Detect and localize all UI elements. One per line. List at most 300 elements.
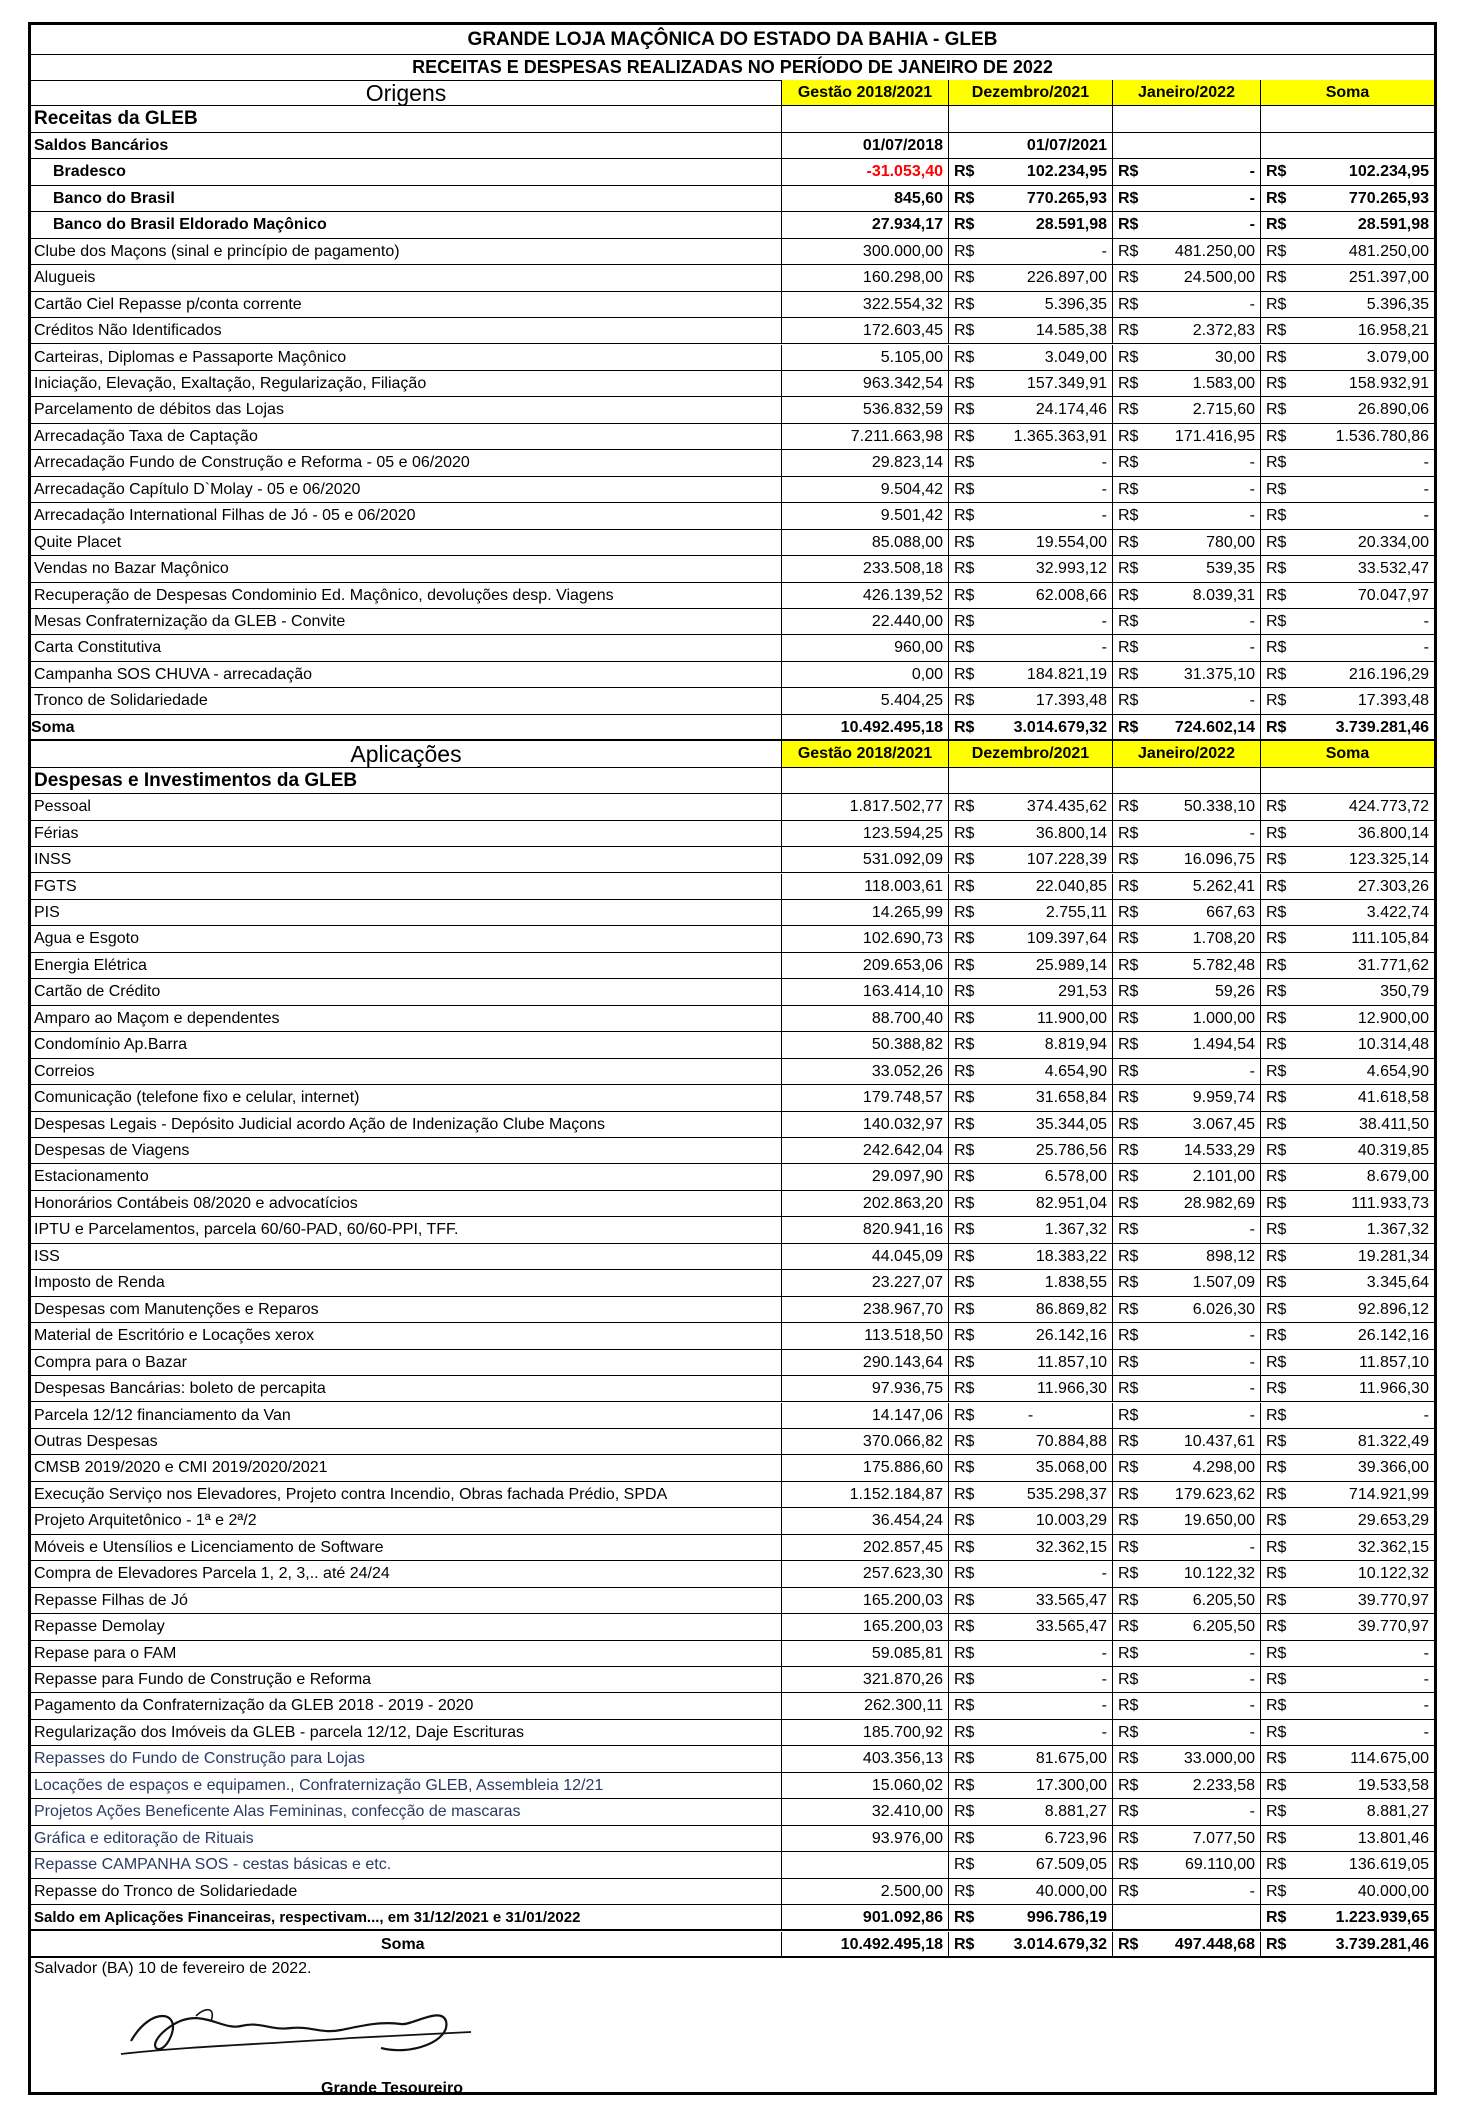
janeiro-cell-value: - bbox=[1249, 613, 1255, 630]
currency-symbol: R$ bbox=[1266, 1723, 1287, 1741]
currency-symbol: R$ bbox=[954, 1380, 975, 1398]
currency-symbol: R$ bbox=[1266, 1776, 1287, 1794]
dezembro-cell-value: 6.578,00 bbox=[1044, 1168, 1107, 1186]
soma-cell bbox=[1261, 1720, 1434, 1745]
soma-cell-value: 81.322,49 bbox=[1357, 1432, 1429, 1450]
row-label: PIS bbox=[31, 900, 782, 925]
janeiro-cell-value: 5.262,41 bbox=[1192, 877, 1255, 895]
janeiro-cell bbox=[1113, 1244, 1261, 1269]
soma-cell-value: 10.122,32 bbox=[1357, 1565, 1429, 1583]
currency-symbol: R$ bbox=[1266, 665, 1287, 683]
currency-symbol: R$ bbox=[1266, 533, 1287, 551]
currency-symbol: R$ bbox=[954, 1089, 975, 1107]
table-row bbox=[31, 1455, 1434, 1481]
dezembro-cell-value: - bbox=[1101, 1565, 1107, 1583]
soma-cell-value: 28.591,98 bbox=[1357, 216, 1429, 234]
soma-cell-value: 8.679,00 bbox=[1366, 1168, 1429, 1186]
table-row bbox=[31, 583, 1434, 609]
currency-symbol: R$ bbox=[954, 189, 975, 207]
soma-cell bbox=[1261, 1403, 1434, 1428]
janeiro-cell-value: 1.583,00 bbox=[1192, 374, 1255, 392]
currency-symbol: R$ bbox=[1118, 1380, 1139, 1398]
soma-cell-value: 4.654,90 bbox=[1366, 1062, 1429, 1080]
soma-cell-value: 17.393,48 bbox=[1357, 692, 1429, 710]
soma-cell-value: 1.367,32 bbox=[1366, 1221, 1429, 1239]
gestao-cell: 233.508,18 bbox=[782, 556, 949, 581]
soma-cell-value: 27.303,26 bbox=[1357, 877, 1429, 895]
dezembro-cell-value: 2.755,11 bbox=[1045, 903, 1107, 921]
dezembro-cell bbox=[949, 953, 1113, 978]
dezembro-cell-value: 19.554,00 bbox=[1035, 533, 1107, 551]
receitas-heading: Receitas da GLEB bbox=[31, 106, 782, 131]
currency-symbol: R$ bbox=[1118, 1168, 1139, 1186]
dezembro-cell-value: 86.869,82 bbox=[1035, 1300, 1107, 1318]
table-row bbox=[31, 1429, 1434, 1455]
currency-symbol: R$ bbox=[1266, 1618, 1287, 1636]
table-row bbox=[31, 477, 1434, 503]
column-header-soma: Soma bbox=[1261, 80, 1434, 105]
dezembro-cell-value: - bbox=[1101, 1671, 1107, 1688]
soma-cell-value: 3.422,74 bbox=[1366, 903, 1429, 921]
soma-cell bbox=[1261, 1006, 1434, 1031]
janeiro-cell bbox=[1113, 979, 1261, 1004]
currency-symbol: R$ bbox=[1118, 1538, 1139, 1556]
janeiro-cell bbox=[1113, 1614, 1261, 1639]
currency-symbol: R$ bbox=[1118, 930, 1139, 948]
table-row bbox=[31, 1535, 1434, 1561]
currency-symbol: R$ bbox=[1266, 322, 1287, 340]
currency-symbol: R$ bbox=[1266, 1406, 1287, 1424]
dezembro-cell-value: 18.383,22 bbox=[1035, 1247, 1107, 1265]
currency-symbol: R$ bbox=[1118, 1406, 1139, 1424]
signature-role: Grande Tesoureiro bbox=[321, 2079, 463, 2097]
soma-cell bbox=[1261, 1217, 1434, 1242]
row-label: Estacionamento bbox=[31, 1164, 782, 1189]
soma-cell-value: 481.250,00 bbox=[1348, 242, 1429, 260]
janeiro-cell bbox=[1113, 1217, 1261, 1242]
gestao-cell: 27.934,17 bbox=[782, 212, 949, 237]
dezembro-cell-value: 3.014.679,32 bbox=[1013, 718, 1107, 736]
gestao-cell: 14.265,99 bbox=[782, 900, 949, 925]
dezembro-cell-value: - bbox=[1027, 1406, 1034, 1424]
row-label: Condomínio Ap.Barra bbox=[31, 1032, 782, 1057]
soma-cell-value: 10.314,48 bbox=[1357, 1036, 1429, 1054]
currency-symbol: R$ bbox=[954, 956, 975, 974]
gestao-cell: 9.501,42 bbox=[782, 503, 949, 528]
currency-symbol: R$ bbox=[1118, 1565, 1139, 1583]
currency-symbol: R$ bbox=[954, 1432, 975, 1450]
dezembro-cell-value: 11.900,00 bbox=[1037, 1009, 1107, 1027]
janeiro-cell bbox=[1113, 953, 1261, 978]
row-label: Quite Placet bbox=[31, 530, 782, 555]
dezembro-cell bbox=[949, 1535, 1113, 1560]
table-row bbox=[31, 821, 1434, 847]
table-row bbox=[31, 741, 1434, 767]
currency-symbol: R$ bbox=[1118, 1723, 1139, 1741]
currency-symbol: R$ bbox=[954, 1194, 975, 1212]
row-label: Correios bbox=[31, 1059, 782, 1084]
currency-symbol: R$ bbox=[1266, 269, 1287, 287]
soma-cell-value: 19.281,34 bbox=[1357, 1247, 1429, 1265]
gestao-cell: 1.817.502,77 bbox=[782, 794, 949, 819]
soma-cell-value: - bbox=[1423, 454, 1429, 472]
currency-symbol: R$ bbox=[1266, 189, 1287, 207]
row-label: Repasse Filhas de Jó bbox=[31, 1588, 782, 1613]
soma-cell-value: 3.739.281,46 bbox=[1335, 1935, 1429, 1953]
currency-symbol: R$ bbox=[1266, 851, 1287, 869]
dezembro-cell bbox=[949, 1852, 1113, 1877]
janeiro-cell bbox=[1113, 345, 1261, 370]
gestao-cell: 185.700,92 bbox=[782, 1720, 949, 1745]
table-row bbox=[31, 874, 1434, 900]
gestao-cell: 7.211.663,98 bbox=[782, 424, 949, 449]
soma-cell bbox=[1261, 953, 1434, 978]
janeiro-cell-value: 1.507,09 bbox=[1192, 1274, 1255, 1292]
currency-symbol: R$ bbox=[954, 1512, 975, 1530]
row-label: Banco do Brasil Eldorado Maçônico bbox=[31, 212, 782, 237]
janeiro-cell bbox=[1113, 1879, 1261, 1904]
dezembro-cell-value: - bbox=[1101, 480, 1107, 498]
janeiro-cell bbox=[1113, 212, 1261, 237]
janeiro-cell-value: - bbox=[1249, 1723, 1255, 1741]
currency-symbol: R$ bbox=[1266, 983, 1287, 1001]
soma-cell bbox=[1261, 318, 1434, 343]
gestao-cell: 23.227,07 bbox=[782, 1270, 949, 1295]
row-label: Projetos Ações Beneficente Alas Femininas, confecção de mascaras bbox=[31, 1799, 782, 1824]
currency-symbol: R$ bbox=[954, 1300, 975, 1318]
soma-cell-value: 40.000,00 bbox=[1357, 1882, 1429, 1900]
soma-cell-value: 770.265,93 bbox=[1348, 189, 1429, 207]
currency-symbol: R$ bbox=[954, 216, 975, 234]
dezembro-cell-value: 996.786,19 bbox=[1026, 1909, 1107, 1927]
row-label: Pessoal bbox=[31, 794, 782, 819]
table-row bbox=[31, 397, 1434, 423]
janeiro-cell bbox=[1113, 715, 1261, 739]
dezembro-cell bbox=[949, 186, 1113, 211]
dezembro-cell bbox=[949, 397, 1113, 422]
row-label: Repasse CAMPANHA SOS - cestas básicas e etc. bbox=[31, 1852, 782, 1877]
currency-symbol: R$ bbox=[1118, 1829, 1139, 1847]
currency-symbol: R$ bbox=[1266, 718, 1287, 736]
currency-symbol: R$ bbox=[1266, 480, 1287, 498]
currency-symbol: R$ bbox=[954, 560, 975, 578]
currency-symbol: R$ bbox=[1266, 1485, 1287, 1503]
soma-cell bbox=[1261, 1429, 1434, 1454]
table-row bbox=[31, 1641, 1434, 1667]
currency-symbol: R$ bbox=[954, 1142, 975, 1159]
janeiro-cell bbox=[1113, 1799, 1261, 1824]
currency-symbol: R$ bbox=[1266, 1062, 1287, 1080]
currency-symbol: R$ bbox=[954, 1221, 975, 1239]
gestao-cell: 50.388,82 bbox=[782, 1032, 949, 1057]
table-row bbox=[31, 424, 1434, 450]
soma-cell bbox=[1261, 1085, 1434, 1110]
saldos-j bbox=[1113, 133, 1261, 158]
row-label: Parcela 12/12 financiamento da Van bbox=[31, 1403, 782, 1428]
gestao-cell: 257.623,30 bbox=[782, 1561, 949, 1586]
janeiro-cell-value: - bbox=[1249, 295, 1255, 313]
table-row bbox=[31, 503, 1434, 529]
soma-cell bbox=[1261, 1561, 1434, 1586]
table-row bbox=[31, 953, 1434, 979]
gestao-cell: 102.690,73 bbox=[782, 926, 949, 951]
receitas-heading-j bbox=[1113, 106, 1261, 131]
currency-symbol: R$ bbox=[1266, 1750, 1287, 1768]
currency-symbol: R$ bbox=[1266, 1274, 1287, 1292]
gestao-cell: 9.504,42 bbox=[782, 477, 949, 502]
currency-symbol: R$ bbox=[1118, 216, 1139, 234]
receitas-heading-s bbox=[1261, 106, 1434, 131]
currency-symbol: R$ bbox=[1266, 295, 1287, 313]
row-label: Campanha SOS CHUVA - arrecadação bbox=[31, 662, 782, 687]
soma-cell-value: 102.234,95 bbox=[1348, 163, 1429, 181]
dezembro-cell-value: 35.068,00 bbox=[1035, 1459, 1107, 1477]
dezembro-cell-value: - bbox=[1101, 242, 1107, 260]
dezembro-cell-value: 6.723,96 bbox=[1044, 1829, 1107, 1847]
gestao-cell: 163.414,10 bbox=[782, 979, 949, 1004]
janeiro-cell bbox=[1113, 874, 1261, 899]
gestao-cell: 5.105,00 bbox=[782, 345, 949, 370]
dezembro-cell bbox=[949, 1720, 1113, 1745]
table-row bbox=[31, 1773, 1434, 1799]
currency-symbol: R$ bbox=[1118, 242, 1139, 260]
table-row bbox=[31, 1164, 1434, 1190]
currency-symbol: R$ bbox=[954, 533, 975, 551]
table-row bbox=[31, 318, 1434, 344]
dezembro-cell bbox=[949, 874, 1113, 899]
row-label: Comunicação (telefone fixo e celular, internet) bbox=[31, 1085, 782, 1110]
dezembro-cell-value: 17.393,48 bbox=[1035, 692, 1107, 710]
janeiro-cell-value: - bbox=[1249, 1882, 1255, 1900]
dezembro-cell bbox=[949, 821, 1113, 846]
janeiro-cell bbox=[1113, 662, 1261, 687]
dezembro-cell-value: - bbox=[1101, 1697, 1107, 1715]
janeiro-cell bbox=[1113, 1059, 1261, 1084]
soma-cell-value: 3.345,64 bbox=[1366, 1274, 1429, 1292]
dezembro-cell-value: - bbox=[1101, 507, 1107, 525]
dezembro-cell bbox=[949, 477, 1113, 502]
janeiro-cell-value: - bbox=[1249, 480, 1255, 498]
currency-symbol: R$ bbox=[1266, 903, 1287, 921]
currency-symbol: R$ bbox=[1266, 1300, 1287, 1318]
table-row bbox=[31, 345, 1434, 371]
soma-cell bbox=[1261, 926, 1434, 951]
currency-symbol: R$ bbox=[1266, 560, 1287, 578]
dezembro-cell bbox=[949, 1085, 1113, 1110]
dezembro-cell bbox=[949, 1826, 1113, 1851]
currency-symbol: R$ bbox=[1118, 1485, 1139, 1503]
soma-cell-value: 13.801,46 bbox=[1357, 1829, 1429, 1847]
currency-symbol: R$ bbox=[1118, 1512, 1139, 1530]
table-row bbox=[31, 1746, 1434, 1772]
janeiro-cell bbox=[1113, 318, 1261, 343]
gestao-cell: 36.454,24 bbox=[782, 1508, 949, 1533]
currency-symbol: R$ bbox=[1118, 877, 1139, 895]
janeiro-cell bbox=[1113, 1932, 1261, 1956]
janeiro-cell-value: - bbox=[1249, 1538, 1255, 1556]
currency-symbol: R$ bbox=[1266, 1432, 1287, 1450]
currency-symbol: R$ bbox=[1118, 1194, 1139, 1212]
janeiro-cell-value: 30,00 bbox=[1214, 348, 1255, 366]
table-row bbox=[31, 1614, 1434, 1640]
dezembro-cell bbox=[949, 1376, 1113, 1401]
currency-symbol: R$ bbox=[1266, 1221, 1287, 1239]
janeiro-cell bbox=[1113, 635, 1261, 660]
dezembro-cell bbox=[949, 1270, 1113, 1295]
gestao-cell: 175.886,60 bbox=[782, 1455, 949, 1480]
janeiro-cell-value: 667,63 bbox=[1206, 903, 1255, 921]
janeiro-cell-value: - bbox=[1249, 639, 1255, 657]
currency-symbol: R$ bbox=[1118, 1618, 1139, 1636]
soma-cell-value: 11.857,10 bbox=[1359, 1353, 1429, 1371]
currency-symbol: R$ bbox=[1266, 824, 1287, 842]
soma-cell bbox=[1261, 1191, 1434, 1216]
janeiro-cell bbox=[1113, 847, 1261, 872]
janeiro-cell bbox=[1113, 1164, 1261, 1189]
dezembro-cell bbox=[949, 847, 1113, 872]
soma-cell-value: - bbox=[1423, 1723, 1429, 1741]
row-label: Arrecadação Fundo de Construção e Reforma - 05 e 06/2020 bbox=[31, 450, 782, 475]
saldos-label: Saldos Bancários bbox=[31, 133, 782, 158]
gestao-cell: 118.003,61 bbox=[782, 874, 949, 899]
janeiro-cell-value: - bbox=[1249, 189, 1255, 207]
row-label: Despesas de Viagens bbox=[31, 1138, 782, 1163]
currency-symbol: R$ bbox=[954, 824, 975, 842]
row-label: Parcelamento de débitos das Lojas bbox=[31, 397, 782, 422]
soma-cell bbox=[1261, 1773, 1434, 1798]
currency-symbol: R$ bbox=[954, 507, 975, 525]
currency-symbol: R$ bbox=[1266, 1380, 1287, 1398]
soma-cell bbox=[1261, 1112, 1434, 1137]
gestao-cell: 370.066,82 bbox=[782, 1429, 949, 1454]
row-label: Imposto de Renda bbox=[31, 1270, 782, 1295]
soma-cell bbox=[1261, 1614, 1434, 1639]
janeiro-cell-value: 19.650,00 bbox=[1183, 1512, 1255, 1530]
row-label: Banco do Brasil bbox=[31, 186, 782, 211]
janeiro-cell bbox=[1113, 1297, 1261, 1322]
soma-cell-value: 3.079,00 bbox=[1366, 348, 1429, 366]
janeiro-cell bbox=[1113, 900, 1261, 925]
dezembro-cell-value: 3.014.679,32 bbox=[1013, 1935, 1107, 1953]
dezembro-cell-value: 25.786,56 bbox=[1035, 1142, 1107, 1159]
gestao-cell: 179.748,57 bbox=[782, 1085, 949, 1110]
dezembro-cell-value: 26.142,16 bbox=[1035, 1327, 1107, 1345]
currency-symbol: R$ bbox=[954, 718, 975, 736]
table-row bbox=[31, 1191, 1434, 1217]
gestao-cell: 22.440,00 bbox=[782, 609, 949, 634]
table-row bbox=[31, 1932, 1434, 1958]
dezembro-cell bbox=[949, 1614, 1113, 1639]
currency-symbol: R$ bbox=[1118, 1803, 1139, 1821]
currency-symbol: R$ bbox=[1118, 1591, 1139, 1609]
soma-cell bbox=[1261, 821, 1434, 846]
janeiro-cell bbox=[1113, 371, 1261, 396]
table-row bbox=[31, 1905, 1434, 1931]
dezembro-cell bbox=[949, 1799, 1113, 1824]
currency-symbol: R$ bbox=[954, 374, 975, 392]
table-row bbox=[31, 1693, 1434, 1719]
soma-cell bbox=[1261, 477, 1434, 502]
janeiro-cell bbox=[1113, 1588, 1261, 1613]
janeiro-cell-value: 1.494,54 bbox=[1192, 1036, 1255, 1054]
currency-symbol: R$ bbox=[1266, 1089, 1287, 1107]
currency-symbol: R$ bbox=[1266, 1565, 1287, 1583]
gestao-cell: 845,60 bbox=[782, 186, 949, 211]
currency-symbol: R$ bbox=[1266, 692, 1287, 710]
janeiro-cell-value: 10.437,61 bbox=[1183, 1432, 1255, 1450]
soma-cell-value: 714.921,99 bbox=[1348, 1485, 1429, 1503]
gestao-cell: 10.492.495,18 bbox=[782, 715, 949, 739]
soma-cell bbox=[1261, 1826, 1434, 1851]
table-row bbox=[31, 530, 1434, 556]
dezembro-cell-value: 535.298,37 bbox=[1026, 1485, 1107, 1503]
despesas-heading-d bbox=[949, 768, 1113, 793]
dezembro-cell bbox=[949, 345, 1113, 370]
saldos-date-dezembro bbox=[949, 133, 1113, 158]
row-label: Repasse Demolay bbox=[31, 1614, 782, 1639]
currency-symbol: R$ bbox=[954, 692, 975, 710]
janeiro-cell bbox=[1113, 477, 1261, 502]
gestao-cell: 32.410,00 bbox=[782, 1799, 949, 1824]
currency-symbol: R$ bbox=[1266, 639, 1287, 657]
currency-symbol: R$ bbox=[954, 1327, 975, 1345]
soma-cell bbox=[1261, 1350, 1434, 1375]
currency-symbol: R$ bbox=[1118, 851, 1139, 869]
dezembro-cell bbox=[949, 1244, 1113, 1269]
soma-cell-value: 36.800,14 bbox=[1357, 824, 1429, 842]
gestao-cell: 165.200,03 bbox=[782, 1588, 949, 1613]
janeiro-cell bbox=[1113, 292, 1261, 317]
soma-cell bbox=[1261, 1905, 1434, 1929]
soma-cell bbox=[1261, 1693, 1434, 1718]
table-row bbox=[31, 1350, 1434, 1376]
dezembro-cell bbox=[949, 1323, 1113, 1348]
gestao-cell: 426.139,52 bbox=[782, 583, 949, 608]
row-label: Material de Escritório e Locações xerox bbox=[31, 1323, 782, 1348]
soma-cell-value: 26.142,16 bbox=[1357, 1327, 1429, 1345]
janeiro-cell bbox=[1113, 1085, 1261, 1110]
currency-symbol: R$ bbox=[1118, 1247, 1139, 1265]
gestao-cell: 14.147,06 bbox=[782, 1403, 949, 1428]
currency-symbol: R$ bbox=[1266, 1142, 1287, 1159]
janeiro-cell-value: 481.250,00 bbox=[1174, 242, 1255, 260]
gestao-cell: 238.967,70 bbox=[782, 1297, 949, 1322]
janeiro-cell-value: - bbox=[1249, 824, 1255, 842]
soma-cell-value: - bbox=[1423, 1697, 1429, 1715]
soma-cell bbox=[1261, 1667, 1434, 1692]
gestao-cell: 531.092,09 bbox=[782, 847, 949, 872]
gestao-cell: 202.863,20 bbox=[782, 1191, 949, 1216]
dezembro-cell-value: 33.565,47 bbox=[1035, 1591, 1107, 1609]
gestao-cell: 322.554,32 bbox=[782, 292, 949, 317]
currency-symbol: R$ bbox=[954, 1565, 975, 1583]
janeiro-cell bbox=[1113, 1138, 1261, 1163]
table-row bbox=[31, 1006, 1434, 1032]
gestao-cell: 536.832,59 bbox=[782, 397, 949, 422]
currency-symbol: R$ bbox=[1266, 427, 1287, 445]
dezembro-cell bbox=[949, 556, 1113, 581]
column-header-dezembro: Dezembro/2021 bbox=[949, 80, 1113, 105]
dezembro-cell-value: 62.008,66 bbox=[1035, 586, 1107, 604]
currency-symbol: R$ bbox=[954, 1829, 975, 1847]
currency-symbol: R$ bbox=[954, 401, 975, 419]
dezembro-cell-value: 31.658,84 bbox=[1035, 1089, 1107, 1107]
janeiro-cell bbox=[1113, 556, 1261, 581]
soma-cell bbox=[1261, 1852, 1434, 1877]
row-label: CMSB 2019/2020 e CMI 2019/2020/2021 bbox=[31, 1455, 782, 1480]
dezembro-cell bbox=[949, 926, 1113, 951]
currency-symbol: R$ bbox=[1118, 1036, 1139, 1054]
